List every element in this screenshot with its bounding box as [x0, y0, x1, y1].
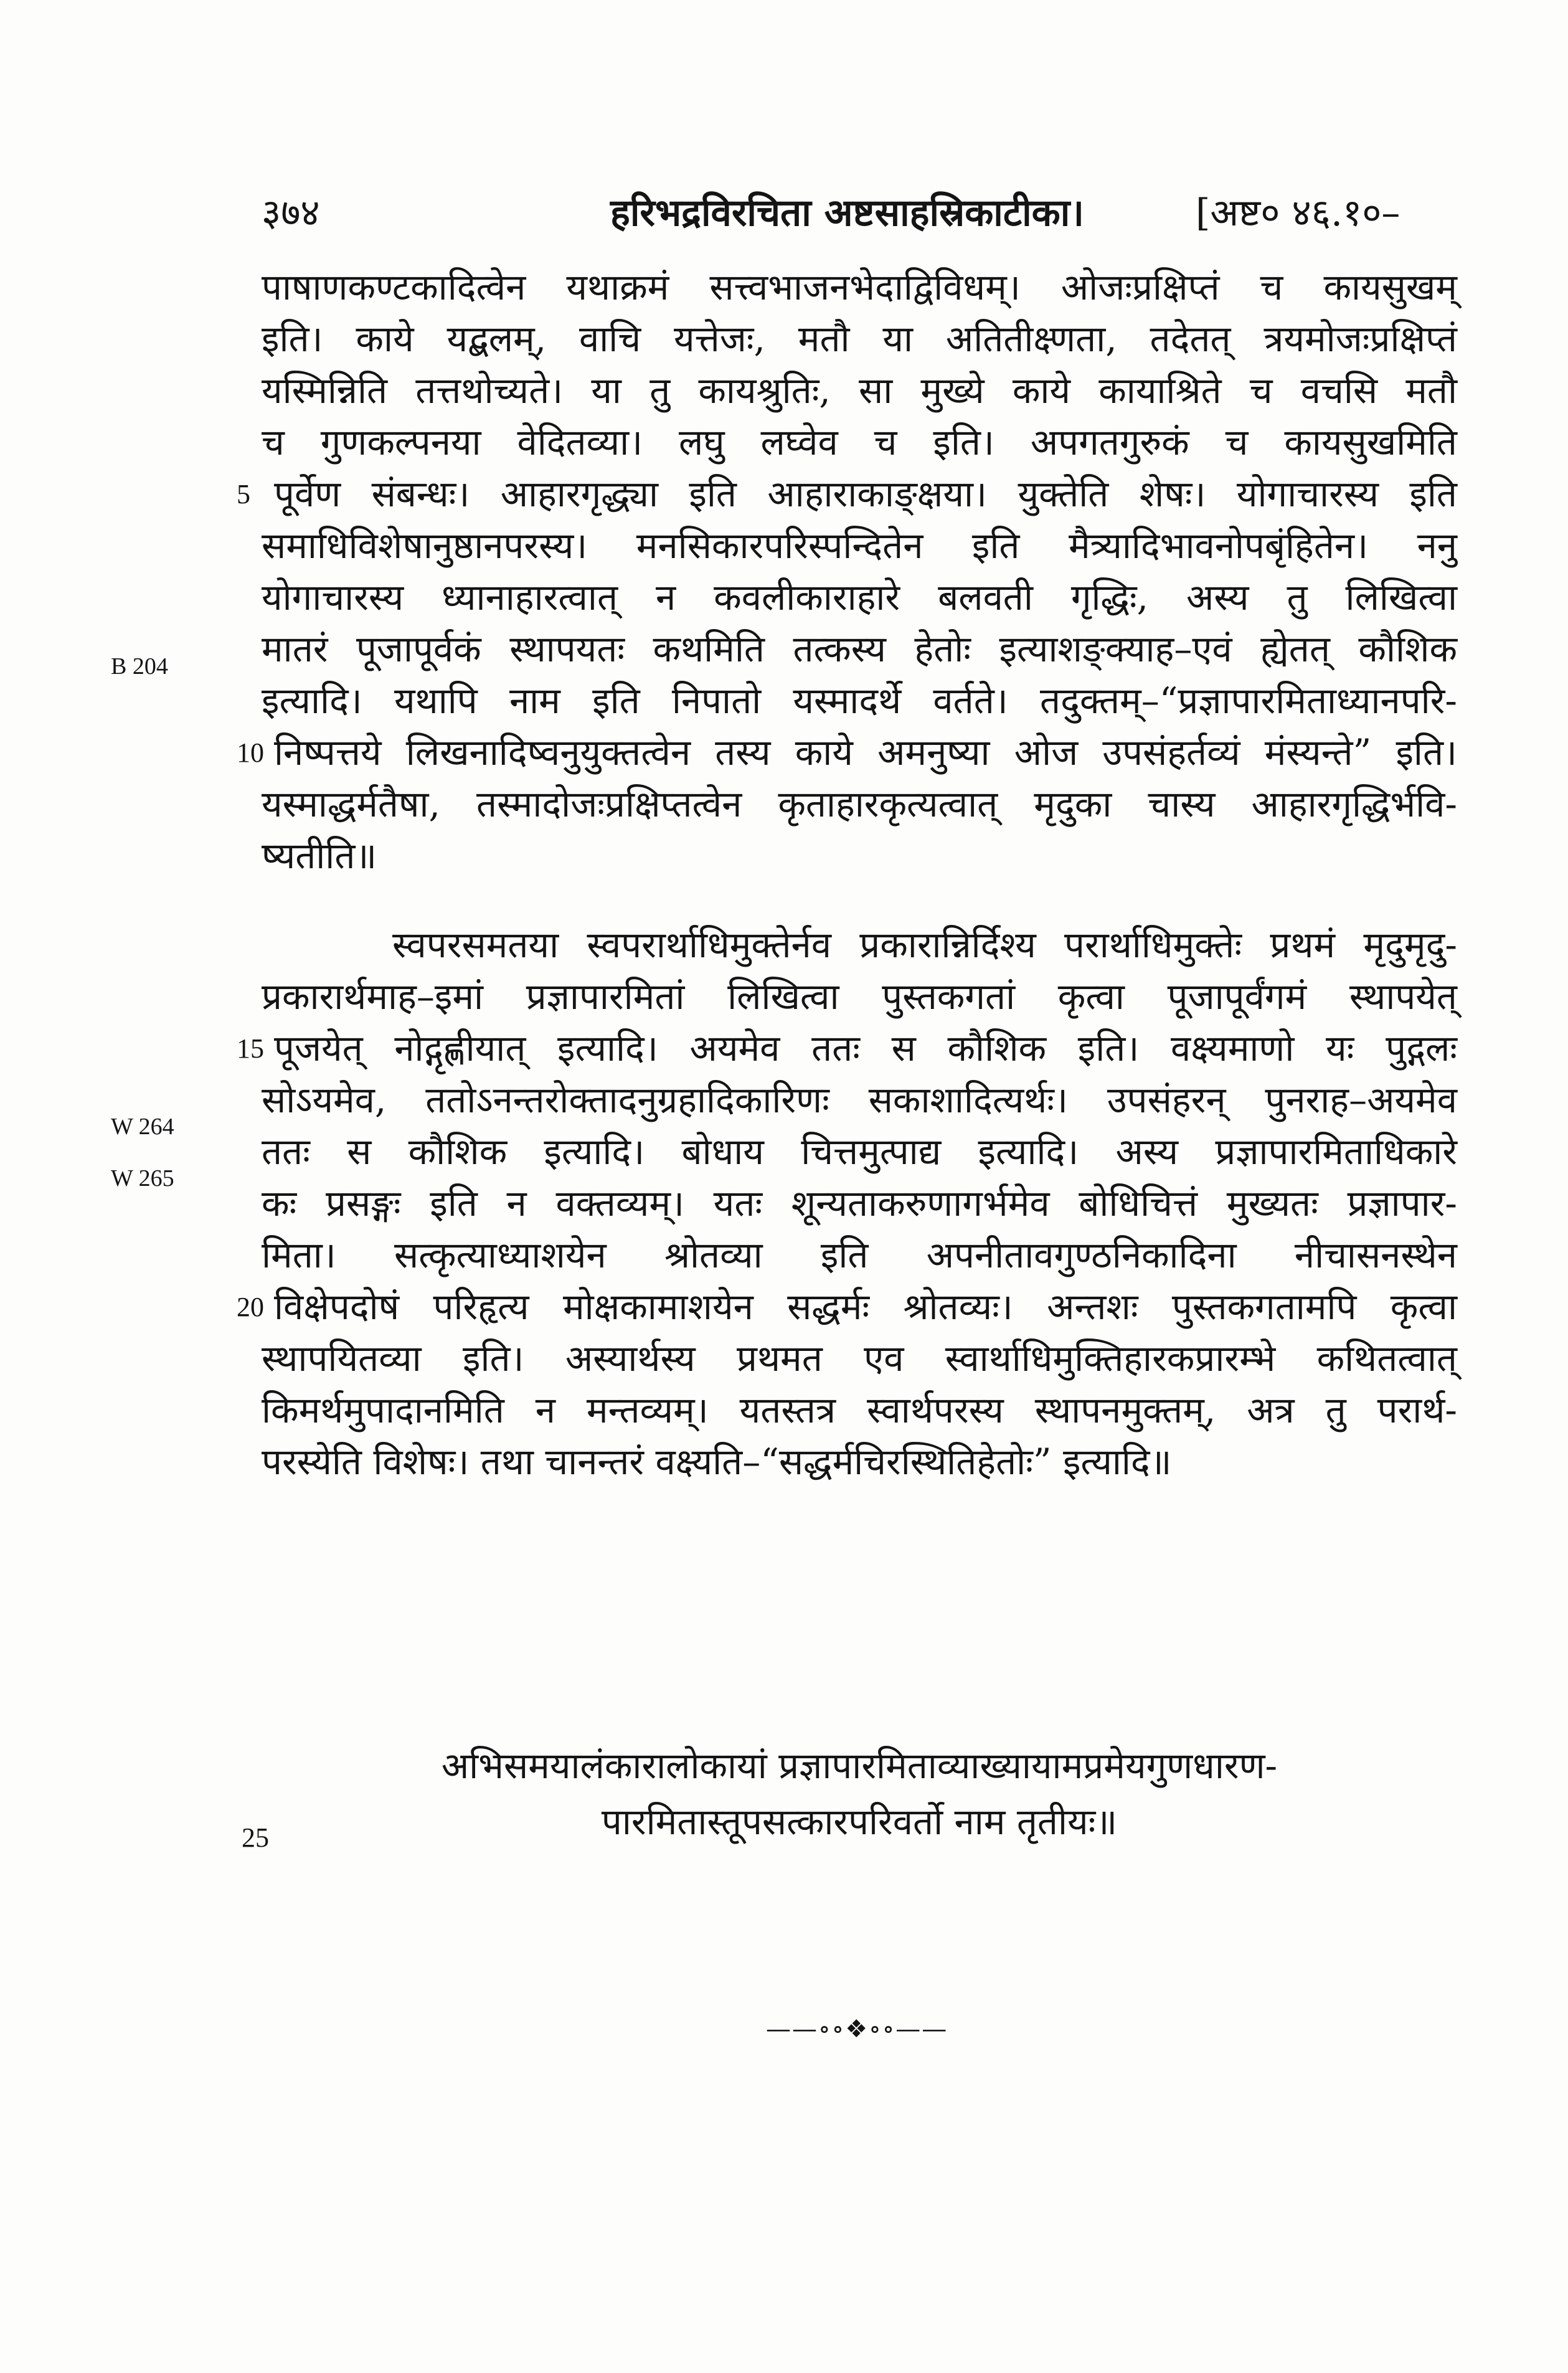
text-line: ततः स कौशिक इत्यादि। बोधाय चित्तमुत्पाद्य इत्यादि। अस्य प्रज्ञापारमिताधिकारे — [262, 1130, 1457, 1173]
line-number: 5 — [237, 479, 250, 509]
section-reference: [अष्ट० ४६.१०– — [1196, 191, 1400, 235]
text-line: कः प्रसङ्गः इति न वक्तव्यम्। यतः शून्यताकरुणागर्भमेव बोधिचित्तं मुख्यतः प्रज्ञापार- — [262, 1182, 1457, 1224]
page-header — [262, 167, 1457, 242]
text-line-content: पूर्वेण संबन्धः। आहारगृद्ध्या इति आहाराकाङ्क्षया। युक्तेति शेषः। योगाचारस्य इति — [274, 473, 1457, 515]
margin-reference-w264: W 264 — [111, 1114, 174, 1140]
text-line: परस्येति विशेषः। तथा चानन्तरं वक्ष्यति–“सद्धर्मचिरस्थितिहेतोः” इत्यादि॥ — [262, 1441, 1172, 1483]
margin-reference-b204: B 204 — [111, 653, 168, 680]
line-number: 25 — [242, 1822, 269, 1853]
text-line — [237, 1023, 1457, 1074]
running-title: हरिभद्रविरचिता अष्टसाहस्रिकाटीका। — [610, 191, 1084, 235]
text-line: इति। काये यद्बलम्, वाचि यत्तेजः, मतौ या अतितीक्ष्णता, तदेतत् त्रयमोजःप्रक्षिप्तं — [262, 318, 1457, 360]
text-line: समाधिविशेषानुष्ठानपरस्य। मनसिकारपरिस्पन्दितेन इति मैत्र्यादिभावनोपबृंहितेन। ननु — [262, 524, 1457, 567]
text-line-content: पूजयेत् नोद्गृह्णीयात् इत्यादि। अयमेव ततः स कौशिक इति। वक्ष्यमाणो यः पुद्गलः — [274, 1027, 1457, 1069]
section-end-ornament: ——∘∘❖∘∘—— — [766, 2015, 948, 2044]
text-line — [237, 1281, 1457, 1333]
text-line: इत्यादि। यथापि नाम इति निपातो यस्मादर्थे वर्तते। तदुक्तम्–“प्रज्ञापारमिताध्यानपरि- — [262, 680, 1457, 722]
text-line — [237, 727, 1457, 779]
text-line: पाषाणकण्टकादित्वेन यथाक्रमं सत्त्वभाजनभेदाद्विविधम्। ओजःप्रक्षिप्तं च कायसुखम् — [262, 266, 1457, 308]
paragraph-gap — [262, 882, 1457, 919]
text-line: मिता। सत्कृत्याध्याशयेन श्रोतव्या इति अपनीतावगुण्ठनिकादिना नीचासनस्थेन — [262, 1234, 1457, 1276]
colophon-line: अभिसमयालंकारालोकायां प्रज्ञापारमिताव्याख्यायामप्रमेयगुणधारण- — [441, 1745, 1278, 1787]
line-number: 20 — [237, 1292, 264, 1322]
text-line: च गुणकल्पनया वेदितव्या। लघु लघ्वेव च इति। अपगतगुरुकं च कायसुखमिति — [262, 421, 1457, 463]
colophon-line: पारमितास्तूपसत्कारपरिवर्तो नाम तृतीयः॥ — [601, 1801, 1118, 1843]
text-line: मातरं पूजापूर्वकं स्थापयतः कथमिति तत्कस्य हेतोः इत्याशङ्क्याह–एवं ह्येतत् कौशिक — [262, 628, 1457, 670]
text-line: ष्यतीति॥ — [262, 835, 377, 877]
line-number: 10 — [237, 737, 264, 768]
text-line: यस्माद्धर्मतैषा, तस्मादोजःप्रक्षिप्तत्वेन कृताहारकृत्यत्वात् मृदुका चास्य आहारगृद्धिर्भवि- — [262, 783, 1457, 825]
text-line: प्रकारार्थमाह–इमां प्रज्ञापारमितां लिखित्वा पुस्तकगतां कृत्वा पूजापूर्वंगमं स्थापयेत् — [262, 975, 1457, 1018]
margin-reference-w265: W 265 — [111, 1165, 174, 1191]
text-line: यस्मिन्निति तत्तथोच्यते। या तु कायश्रुतिः, सा मुख्ये काये कायाश्रिते च वचसि मतौ — [262, 369, 1457, 412]
text-line-content: निष्पत्तये लिखनादिष्वनुयुक्तत्वेन तस्य काये अमनुष्या ओज उपसंहर्तव्यं मंस्यन्ते” इति। — [274, 731, 1457, 774]
line-number: 15 — [237, 1033, 264, 1064]
commentary-body — [237, 262, 1457, 1488]
page-number: ३७४ — [262, 191, 320, 235]
text-line — [237, 468, 1457, 520]
text-line: स्वपरसमतया स्वपरार्थाधिमुक्तेर्नव प्रकारान्निर्दिश्य परार्थाधिमुक्तेः प्रथमं मृदुमृदु- — [392, 924, 1457, 966]
text-line: किमर्थमुपादानमिति न मन्तव्यम्। यतस्तत्र स्वार्थपरस्य स्थापनमुक्तम्, अत्र तु परार्थ- — [262, 1389, 1457, 1431]
text-line: सोऽयमेव, ततोऽनन्तरोक्तादनुग्रहादिकारिणः सकाशादित्यर्थः। उपसंहरन् पुनराह–अयमेव — [262, 1079, 1457, 1121]
text-line-content: विक्षेपदोषं परिहृत्य मोक्षकामाशयेन सद्धर्मः श्रोतव्यः। अन्तशः पुस्तकगतामपि कृत्वा — [274, 1286, 1457, 1328]
text-line: स्थापयितव्या इति। अस्यार्थस्य प्रथमत एव स्वार्थाधिमुक्तिहारकप्रारम्भे कथितत्वात् — [262, 1337, 1457, 1380]
text-line: योगाचारस्य ध्यानाहारत्वात् न कवलीकाराहारे बलवती गृद्धिः, अस्य तु लिखित्वा — [262, 576, 1457, 618]
chapter-colophon — [242, 1738, 1457, 1853]
